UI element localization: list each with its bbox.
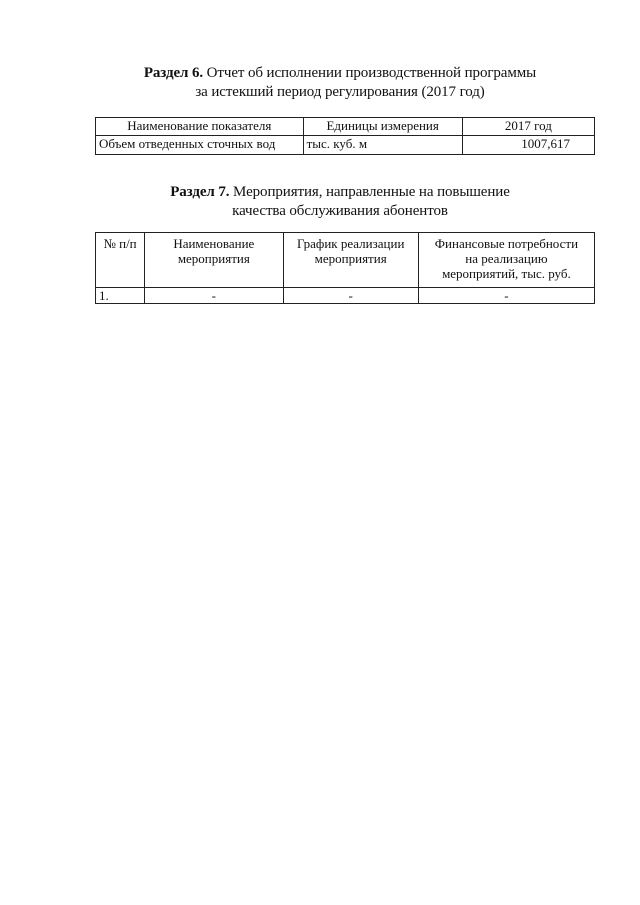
header-text-line: Наименование: [173, 236, 255, 251]
header-text-line: № п/п: [103, 236, 137, 251]
table-cell: -: [283, 288, 418, 304]
header-text-line: мероприятия: [314, 251, 387, 266]
section-7-title-line-2: качества обслуживания абонентов: [232, 203, 448, 219]
table-cell: 1.: [96, 288, 145, 304]
section-6-table: [95, 117, 595, 155]
section-7-heading-line-1: [80, 183, 600, 202]
table-header-row: [96, 118, 595, 136]
table-row: [96, 136, 595, 155]
header-text-line: мероприятий, тыс. руб.: [442, 266, 571, 281]
section-6-heading-line-1: [80, 64, 600, 83]
section-7-heading: [80, 183, 600, 221]
table-header-cell: [283, 233, 418, 288]
table-row: [96, 288, 595, 304]
table-cell: Объем отведенных сточных вод: [96, 136, 304, 155]
table-header-cell: Единицы измерения: [303, 118, 462, 136]
section-6-label: Раздел 6.: [143, 65, 204, 81]
header-text-line: График реализации: [296, 236, 405, 251]
section-6-heading: [80, 64, 600, 102]
section-7-table: [95, 232, 595, 304]
table-header-cell: [145, 233, 283, 288]
section-7-label: Раздел 7.: [170, 184, 230, 200]
header-text-line: Финансовые потребности: [434, 236, 579, 251]
table-header-cell: [418, 233, 594, 288]
table-header-row: [96, 233, 595, 288]
table-cell: -: [145, 288, 283, 304]
table-header-cell: [96, 233, 145, 288]
section-6-title: Отчет об исполнении производственной программы: [203, 65, 537, 81]
table-cell: тыс. куб. м: [303, 136, 462, 155]
table-cell: 1007,617: [462, 136, 594, 155]
header-text-line: мероприятия: [177, 251, 250, 266]
table-header-cell: Наименование показателя: [96, 118, 304, 136]
section-6-title-line-2: за истекший период регулирования (2017 год): [195, 84, 485, 100]
header-text-line: на реализацию: [465, 251, 548, 266]
table-cell: -: [418, 288, 594, 304]
section-7-title: Мероприятия, направленные на повышение: [229, 184, 510, 200]
table-header-cell: 2017 год: [462, 118, 594, 136]
